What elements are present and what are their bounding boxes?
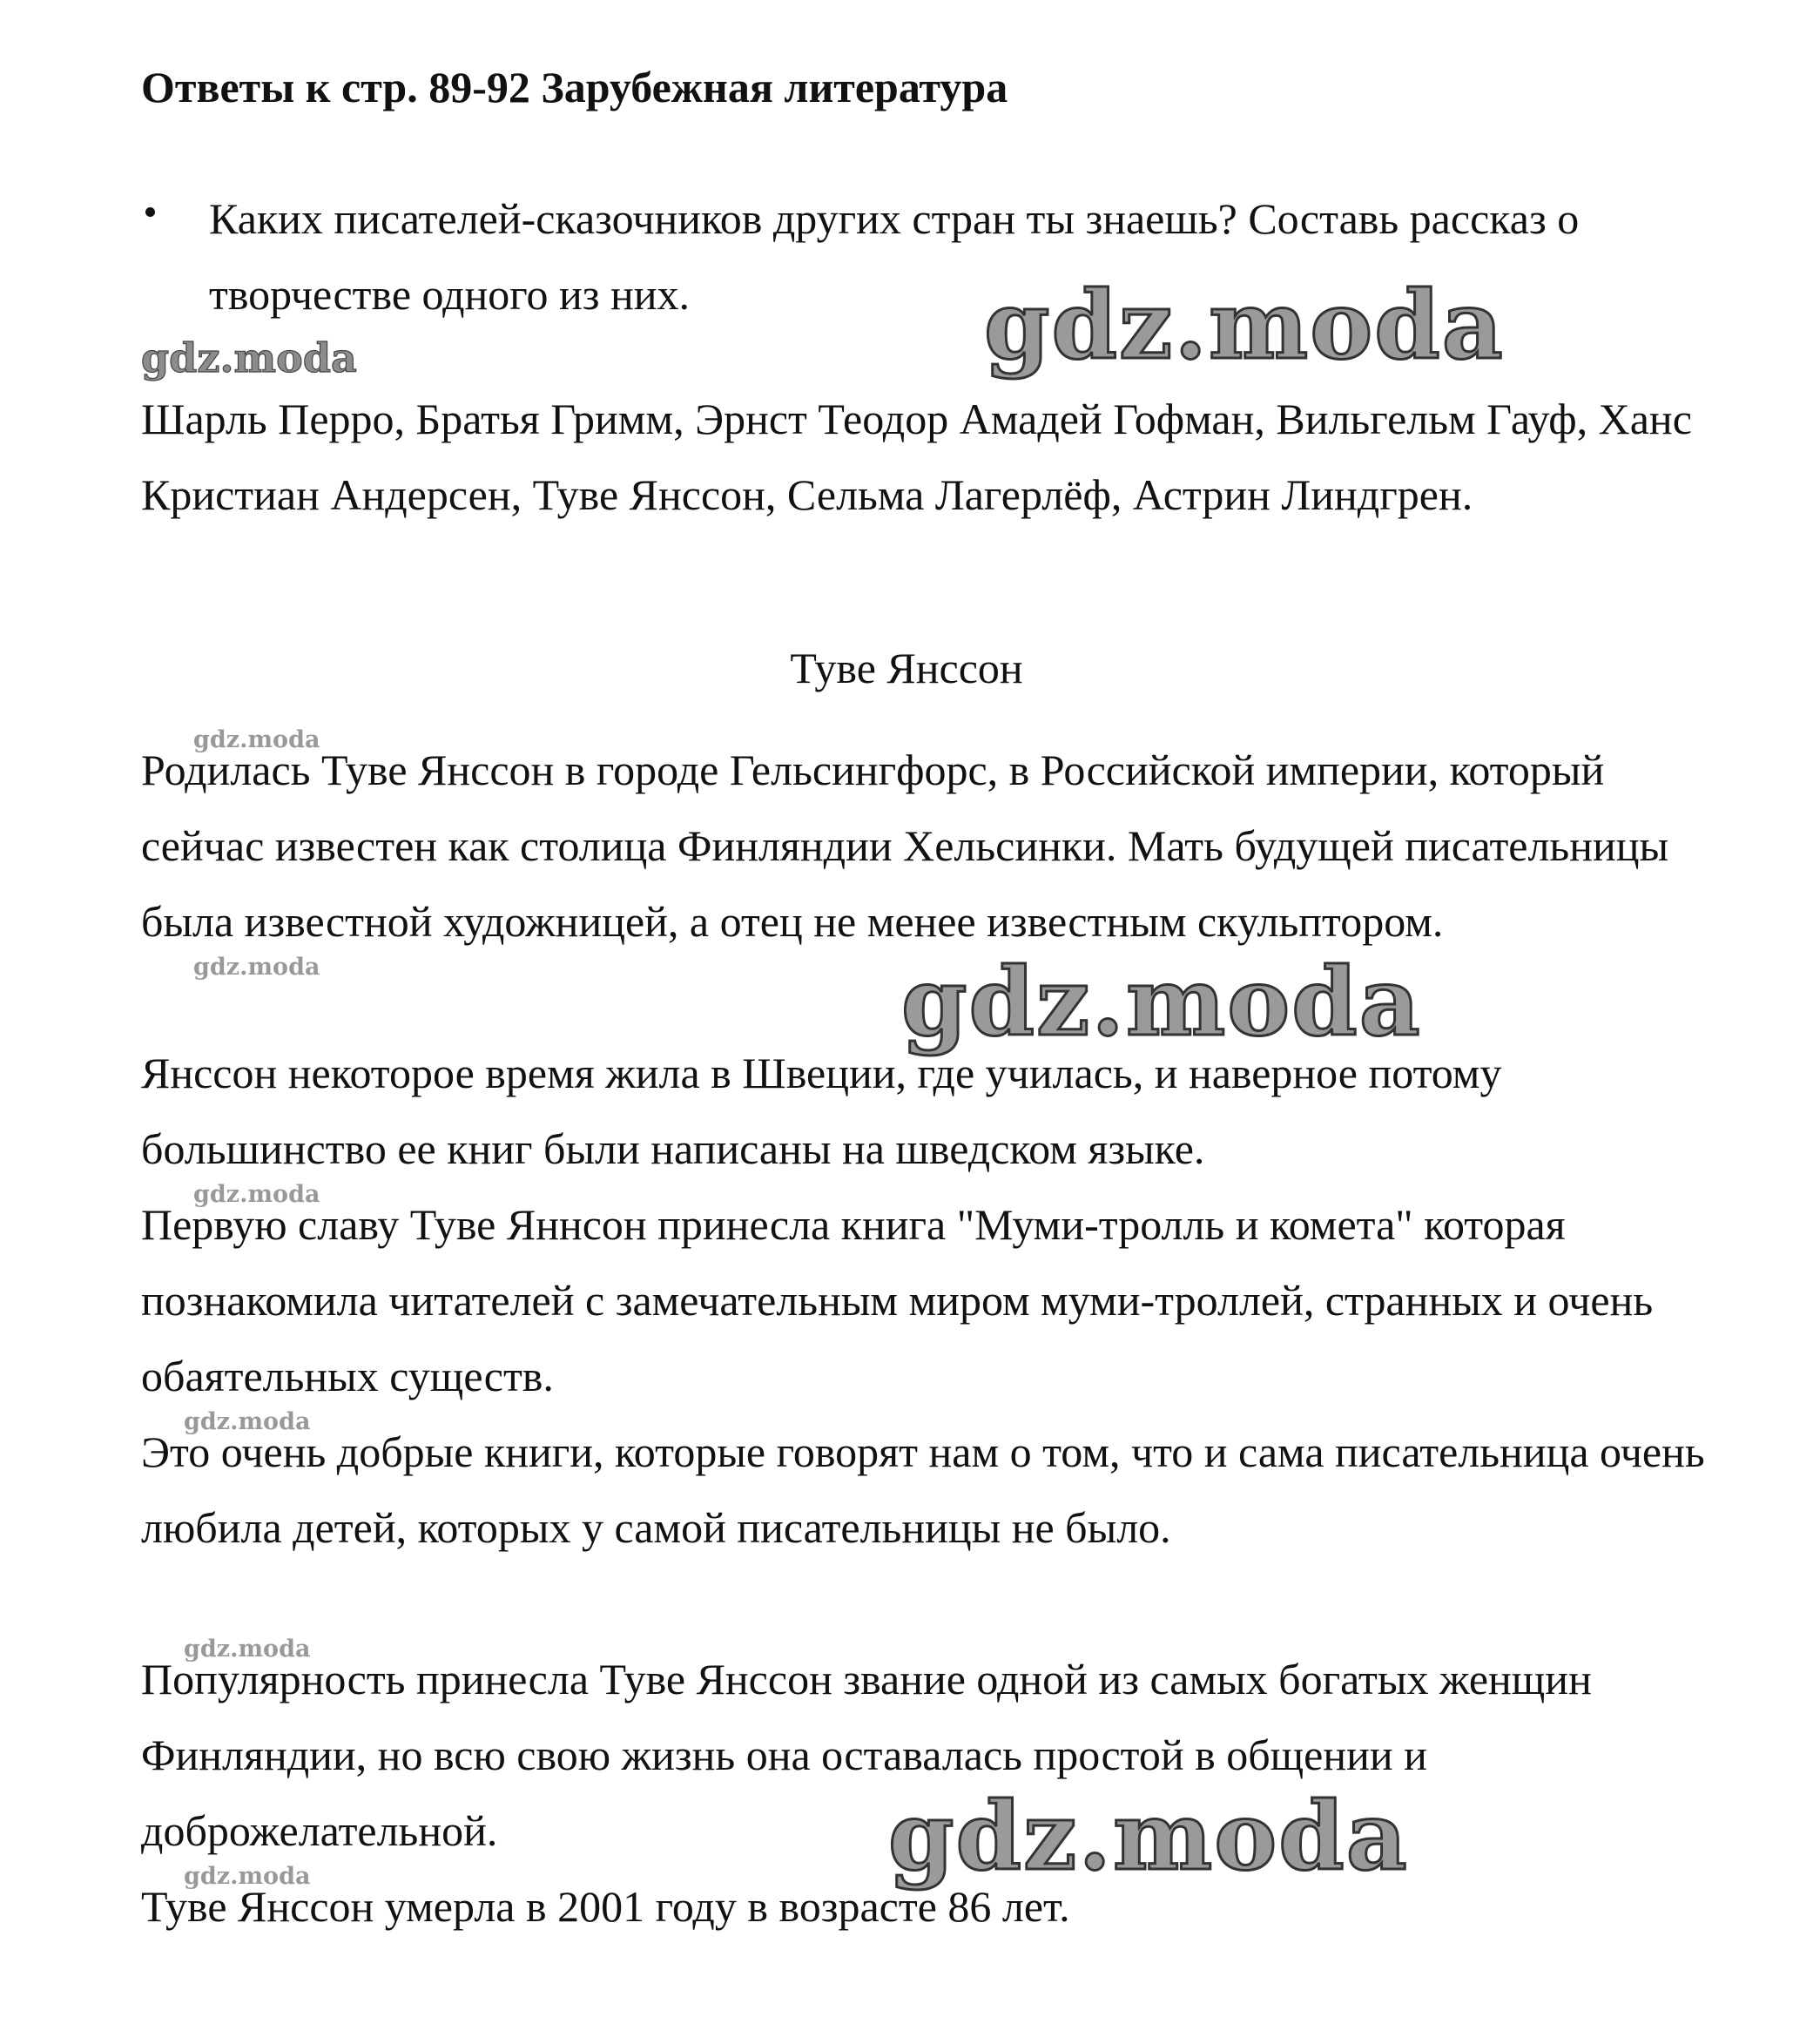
essay-paragraph: Родилась Туве Янссон в городе Гельсингфорс, в Российской империи, который сейчас известен как столица Финляндии Хельсинки. Мать будущей писательницы была известной художницей, а отец не менее известным скульптором. [141,745,1669,946]
essay-paragraph: Популярность принесла Туве Янссон звание одной из самых богатых женщин Финляндии, но всю свою жизнь она оставалась простой в общении и доброжелательной. [141,1655,1592,1855]
essay-title: Туве Янссон [790,644,1023,692]
page-title: Ответы к стр. 89-92 Зарубежная литература [141,63,1008,111]
watermark: gdz.moda [141,334,357,381]
watermark: gdz.moda [901,948,1422,1057]
watermark: gdz.moda [193,726,320,753]
question-text: Каких писателей-сказочников других стран ты знаешь? Составь рассказ о творчестве одного из них. [209,194,1580,319]
watermark: gdz.moda [184,1636,311,1663]
essay-paragraph: Туве Янссон умерла в 2001 году в возрасте 86 лет. [141,1882,1070,1931]
watermark: gdz.moda [184,1408,311,1435]
watermark: gdz.moda [984,271,1505,381]
essay-paragraph: Янссон некоторое время жила в Швеции, где училась, и наверное потому большинство ее книг были написаны на шведском языке. [141,1049,1502,1173]
watermark: gdz.moda [888,1782,1409,1892]
watermark: gdz.moda [193,1181,320,1208]
bullet-icon [145,207,155,217]
watermark: gdz.moda [193,954,320,981]
essay-paragraph: Это очень добрые книги, которые говорят нам о том, что и сама писательница очень любила детей, которых у самой писательницы не было. [141,1427,1705,1552]
essay-paragraph: Первую славу Туве Яннсон принесла книга "Муми-тролль и комета" которая познакомила читателей с замечательным миром муми-троллей, странных и очень обаятельных существ. [141,1200,1654,1400]
writers-list: Шарль Перро, Братья Гримм, Эрнст Теодор Амадей Гофман, Вильгельм Гауф, Ханс Кристиан Андерсен, Туве Янссон, Сельма Лагерлёф, Астрин Линдгрен. [141,395,1692,519]
watermark: gdz.moda [184,1863,311,1890]
